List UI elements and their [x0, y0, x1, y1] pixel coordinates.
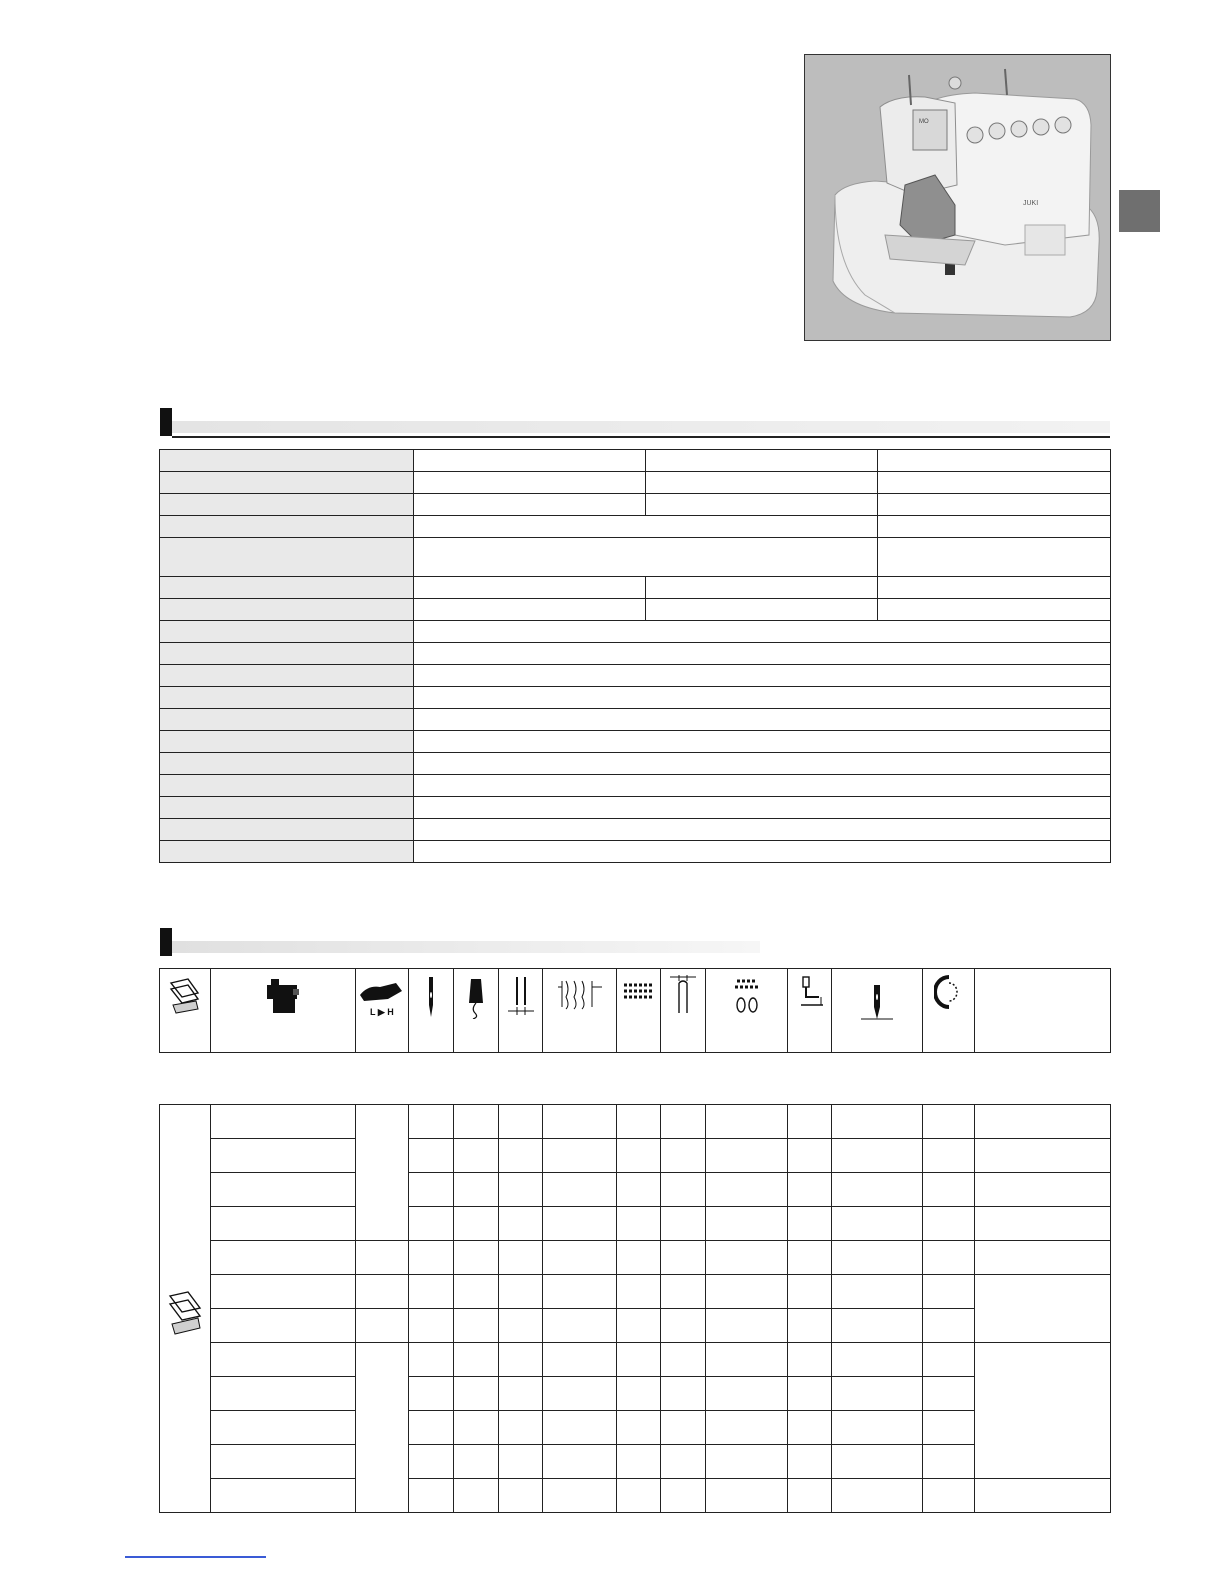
table-cell [409, 1377, 454, 1411]
specifications-header [160, 408, 1110, 438]
table-cell [923, 1105, 975, 1139]
table-cell [788, 1411, 832, 1445]
table-cell [414, 731, 1111, 753]
table-cell [211, 1377, 356, 1411]
table-cell [646, 599, 878, 621]
table-cell [617, 1343, 661, 1377]
table-cell [499, 1207, 543, 1241]
section-band [172, 941, 760, 953]
needle-gauge-icon [499, 969, 543, 1053]
table-row [160, 1411, 1111, 1445]
table-cell [454, 1411, 499, 1445]
row-label [160, 841, 414, 863]
row-label [160, 577, 414, 599]
table-cell [975, 1479, 1111, 1513]
table-cell [454, 1343, 499, 1377]
table-row [160, 1241, 1111, 1275]
table-cell [454, 1309, 499, 1343]
table-cell [878, 494, 1111, 516]
chapter-tab [1119, 190, 1160, 232]
table-row [160, 472, 1111, 494]
thread-cone-icon [454, 969, 499, 1053]
table-cell [646, 472, 878, 494]
table-cell [409, 1445, 454, 1479]
table-cell [414, 775, 1111, 797]
row-label [160, 665, 414, 687]
table-cell [356, 1309, 409, 1343]
table-cell [832, 1275, 923, 1309]
table-cell [499, 1275, 543, 1309]
needle-point-icon [832, 969, 923, 1053]
table-row [160, 1343, 1111, 1377]
table-cell [661, 1275, 706, 1309]
section-marker [160, 408, 172, 436]
sewing-machine-illustration [805, 55, 1110, 340]
table-cell [499, 1445, 543, 1479]
table-cell [414, 516, 878, 538]
row-label [160, 472, 414, 494]
table-cell [454, 1139, 499, 1173]
table-cell [661, 1445, 706, 1479]
table-cell [661, 1173, 706, 1207]
table-cell [211, 1173, 356, 1207]
table-cell [211, 1479, 356, 1513]
table-cell [832, 1411, 923, 1445]
table-row [160, 731, 1111, 753]
table-row [160, 1105, 1111, 1139]
table-cell [788, 1309, 832, 1343]
table-cell [923, 1139, 975, 1173]
table-cell [706, 1411, 788, 1445]
table-cell [454, 1479, 499, 1513]
table-cell [923, 1173, 975, 1207]
footer-link[interactable] [125, 1556, 266, 1558]
table-cell [975, 1275, 1111, 1343]
table-row [160, 516, 1111, 538]
table-cell [414, 494, 646, 516]
table-cell [543, 1139, 617, 1173]
table-cell [661, 1207, 706, 1241]
table-cell [499, 1241, 543, 1275]
table-row [160, 1207, 1111, 1241]
table-cell [414, 665, 1111, 687]
table-cell [543, 1241, 617, 1275]
table-cell [832, 1377, 923, 1411]
table-cell [414, 753, 1111, 775]
row-label [160, 538, 414, 577]
differential-feed-icon [706, 969, 788, 1053]
table-cell [617, 1139, 661, 1173]
table-cell [923, 1343, 975, 1377]
table-cell [975, 1105, 1111, 1139]
presser-foot-lh-icon [356, 969, 409, 1053]
table-cell [975, 1241, 1111, 1275]
row-label [160, 775, 414, 797]
table-cell [832, 1445, 923, 1479]
table-cell [617, 1377, 661, 1411]
table-row [160, 1479, 1111, 1513]
header-cell [646, 450, 878, 472]
table-cell [878, 599, 1111, 621]
row-label [160, 797, 414, 819]
table-cell [788, 1105, 832, 1139]
table-cell [832, 1309, 923, 1343]
table-cell [923, 1275, 975, 1309]
remarks-header-cell [975, 969, 1111, 1053]
header-cell [160, 450, 414, 472]
table-cell [409, 1105, 454, 1139]
table-cell [832, 1479, 923, 1513]
table-cell [661, 1139, 706, 1173]
table-cell [499, 1377, 543, 1411]
row-label [160, 687, 414, 709]
table-row [160, 621, 1111, 643]
svg-text:MO: MO [919, 119, 929, 125]
fabric-fold-icon [160, 1105, 211, 1513]
table-cell [832, 1105, 923, 1139]
table-row [160, 538, 1111, 577]
table-cell [409, 1343, 454, 1377]
table-cell [211, 1275, 356, 1309]
needle-icon [409, 969, 454, 1053]
table-cell [923, 1411, 975, 1445]
table-cell [211, 1343, 356, 1377]
table-cell [499, 1479, 543, 1513]
application-icon-header [159, 968, 1111, 1053]
table-cell [661, 1479, 706, 1513]
table-cell [409, 1275, 454, 1309]
table-cell [409, 1139, 454, 1173]
table-cell [975, 1139, 1111, 1173]
table-cell [211, 1241, 356, 1275]
row-label [160, 709, 414, 731]
application-table [159, 1104, 1111, 1513]
table-cell [788, 1207, 832, 1241]
row-label [160, 819, 414, 841]
table-cell [543, 1377, 617, 1411]
table-cell [832, 1241, 923, 1275]
row-label [160, 731, 414, 753]
table-cell [706, 1377, 788, 1411]
table-cell [661, 1411, 706, 1445]
table-row [160, 797, 1111, 819]
table-cell [923, 1241, 975, 1275]
table-cell [543, 1343, 617, 1377]
table-cell [409, 1479, 454, 1513]
table-cell [414, 472, 646, 494]
table-cell [454, 1207, 499, 1241]
table-cell [706, 1275, 788, 1309]
table-cell [617, 1411, 661, 1445]
table-cell [706, 1173, 788, 1207]
table-row [160, 709, 1111, 731]
table-cell [409, 1241, 454, 1275]
table-row [160, 1309, 1111, 1343]
table-cell [409, 1207, 454, 1241]
table-row [160, 1275, 1111, 1309]
header-cell [414, 450, 646, 472]
table-cell [414, 687, 1111, 709]
table-cell [646, 577, 878, 599]
table-cell [832, 1139, 923, 1173]
table-cell [414, 643, 1111, 665]
table-cell [454, 1241, 499, 1275]
table-cell [617, 1479, 661, 1513]
table-cell [211, 1411, 356, 1445]
table-cell [499, 1139, 543, 1173]
table-cell [499, 1173, 543, 1207]
row-label [160, 753, 414, 775]
table-cell [646, 494, 878, 516]
row-label [160, 516, 414, 538]
table-cell [414, 538, 878, 577]
table-cell [211, 1105, 356, 1139]
table-cell [543, 1275, 617, 1309]
row-label [160, 599, 414, 621]
table-header-row [160, 450, 1111, 472]
row-label [160, 643, 414, 665]
table-cell [356, 1105, 409, 1241]
table-cell [661, 1343, 706, 1377]
table-row [160, 819, 1111, 841]
table-cell [543, 1309, 617, 1343]
table-cell [975, 1173, 1111, 1207]
table-cell [706, 1309, 788, 1343]
table-cell [454, 1105, 499, 1139]
svg-text:JUKI: JUKI [1023, 200, 1039, 207]
table-row [160, 753, 1111, 775]
table-cell [543, 1445, 617, 1479]
table-cell [499, 1411, 543, 1445]
section-marker [160, 928, 172, 956]
table-cell [706, 1241, 788, 1275]
table-cell [617, 1173, 661, 1207]
table-cell [543, 1173, 617, 1207]
table-cell [211, 1207, 356, 1241]
table-cell [788, 1275, 832, 1309]
table-cell [454, 1275, 499, 1309]
table-cell [414, 577, 646, 599]
table-cell [414, 621, 1111, 643]
table-row [160, 643, 1111, 665]
table-row [160, 1173, 1111, 1207]
table-cell [414, 841, 1111, 863]
table-row [160, 1445, 1111, 1479]
application-header [160, 928, 760, 958]
needle-height-icon [661, 969, 706, 1053]
table-cell [543, 1479, 617, 1513]
table-cell [878, 472, 1111, 494]
presser-foot-lift-icon [788, 969, 832, 1053]
table-cell [211, 1309, 356, 1343]
table-cell [543, 1105, 617, 1139]
table-cell [414, 797, 1111, 819]
table-cell [975, 1343, 1111, 1479]
table-cell [832, 1343, 923, 1377]
table-cell [414, 709, 1111, 731]
overedge-width-icon [543, 969, 617, 1053]
table-cell [923, 1377, 975, 1411]
table-cell [409, 1309, 454, 1343]
table-cell [356, 1275, 409, 1309]
table-cell [617, 1105, 661, 1139]
section-rule [172, 436, 1110, 438]
table-cell [923, 1479, 975, 1513]
table-cell [356, 1241, 409, 1275]
table-cell [211, 1139, 356, 1173]
table-cell [661, 1377, 706, 1411]
table-cell [617, 1309, 661, 1343]
table-cell [617, 1445, 661, 1479]
table-cell [543, 1411, 617, 1445]
table-cell [975, 1207, 1111, 1241]
table-cell [661, 1105, 706, 1139]
table-cell [706, 1479, 788, 1513]
table-row [160, 841, 1111, 863]
table-cell [414, 819, 1111, 841]
table-cell [617, 1207, 661, 1241]
fabric-fold-icon [160, 969, 211, 1053]
table-row [160, 1377, 1111, 1411]
table-cell [661, 1309, 706, 1343]
section-band [172, 421, 1110, 433]
table-cell [788, 1343, 832, 1377]
table-row [160, 1139, 1111, 1173]
table-row [160, 775, 1111, 797]
table-cell [706, 1207, 788, 1241]
table-row [160, 687, 1111, 709]
table-cell [832, 1173, 923, 1207]
table-cell [706, 1139, 788, 1173]
table-row [160, 665, 1111, 687]
table-cell [409, 1411, 454, 1445]
table-cell [499, 1343, 543, 1377]
header-cell [878, 450, 1111, 472]
table-cell [454, 1445, 499, 1479]
table-cell [788, 1139, 832, 1173]
table-cell [211, 1445, 356, 1479]
table-cell [832, 1207, 923, 1241]
table-cell [706, 1105, 788, 1139]
table-cell [923, 1207, 975, 1241]
table-cell [878, 516, 1111, 538]
svg-text:L ▶ H: L ▶ H [370, 1007, 394, 1017]
table-cell [356, 1343, 409, 1513]
table-cell [788, 1445, 832, 1479]
product-photo [804, 54, 1111, 341]
table-cell [923, 1445, 975, 1479]
specifications-table [159, 449, 1111, 863]
row-label [160, 621, 414, 643]
table-cell [499, 1105, 543, 1139]
table-row [160, 577, 1111, 599]
machine-head-icon [211, 969, 356, 1053]
table-cell [878, 577, 1111, 599]
table-cell [499, 1309, 543, 1343]
table-cell [414, 599, 646, 621]
table-row [160, 494, 1111, 516]
table-cell [788, 1377, 832, 1411]
table-cell [878, 538, 1111, 577]
table-row [160, 599, 1111, 621]
table-cell [617, 1241, 661, 1275]
table-cell [617, 1275, 661, 1309]
table-cell [706, 1343, 788, 1377]
table-cell [706, 1445, 788, 1479]
table-cell [923, 1309, 975, 1343]
table-cell [661, 1241, 706, 1275]
table-cell [454, 1377, 499, 1411]
table-cell [788, 1241, 832, 1275]
row-label [160, 494, 414, 516]
table-cell [788, 1173, 832, 1207]
stitch-length-icon [617, 969, 661, 1053]
table-cell [454, 1173, 499, 1207]
table-cell [543, 1207, 617, 1241]
table-cell [409, 1173, 454, 1207]
table-cell [788, 1479, 832, 1513]
bobbin-icon [923, 969, 975, 1053]
